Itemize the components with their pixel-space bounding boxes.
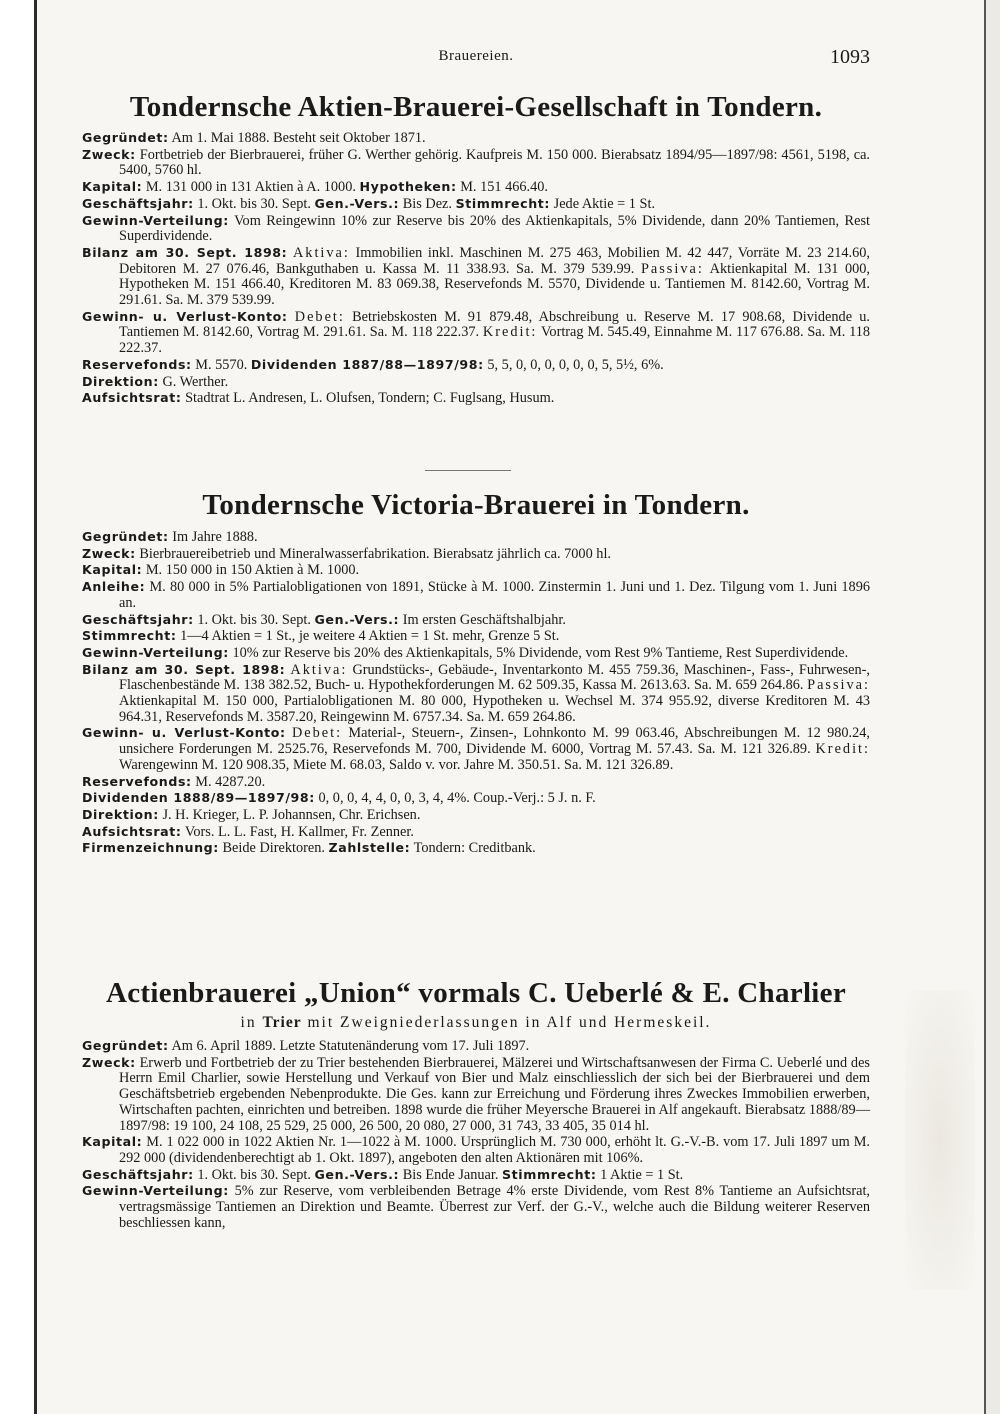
entry-kapital: Kapital: M. 1 022 000 in 1022 Aktien Nr. 1—1022 à M. 1000. Ursprünglich M. 730 000, erhöht lt. G.-V.-B. vom 17. Juli 1897 um M. 292 000 (dividendenberechtigt ab 1. Okt. 1897), angeboten den alten Aktionären mit 106%. [82,1134,871,1166]
entry-firmenzeichnung: Firmenzeichnung: Beide Direktoren. Zahlstelle: Tondern: Creditbank. [82,840,536,857]
entry-stimmrecht: Stimmrecht: 1—4 Aktien = 1 St., je weitere 4 Aktien = 1 St. mehr, Grenze 5 St. [82,628,560,645]
entry-anleihe: Anleihe: M. 80 000 in 5% Partialobligationen von 1891, Stücke à M. 1000. Zinstermin 1. Juni und 1. Dez. Tilgung vom 1. Juni 1896 an. [82,579,870,611]
entry-direktion: Direktion: G. Werther. [82,373,229,390]
company-title: Tondernsche Victoria-Brauerei in Tondern. [202,489,750,521]
entry-gegruendet: Gegründet: Am 6. April 1889. Letzte Statutenänderung vom 17. Juli 1897. [82,1038,530,1054]
entry-zweck: Zweck: Bierbrauereibetrieb und Mineralwasserfabrikation. Bierabsatz jährlich ca. 7000 hl. [82,545,611,562]
entry-gewinn-verteilung: Gewinn-Verteilung: 10% zur Reserve bis 20% des Aktienkapitals, 5% Dividende, vom Rest 9% Tantieme, Rest Superdividende. [82,644,849,661]
entry-kapital: Kapital: M. 131 000 in 131 Aktien à A. 1000. Hypotheken: M. 151 466.40. [82,179,548,196]
running-head: Brauereien. [438,48,514,64]
section-tondernsche-aktien-brauerei [82,90,870,407]
entry-gegruendet: Gegründet: Im Jahre 1888. [82,529,258,545]
entry-gewinn-verlust-konto: Gewinn- u. Verlust-Konto: Debet: Material-, Steuern-, Zinsen-, Lohnkonto M. 99 063.46, Abschreibungen M. 12 980.24, unsichere Forderungen M. 2525.76, Reservefonds M. 700, Dividende M. 6000, Vortrag M. 57.43. Sa. M. 121 326.89. Kredit: Warengewinn M. 120 908.35, Miete M. 68.03, Saldo v. vor. Jahre M. 350.51. Sa. M. 121 326.89. [82,725,871,773]
company-title: Actienbrauerei „Union“ vormals C. Ueberlé & E. Charlier [105,977,847,1009]
entry-zweck: Zweck: Fortbetrieb der Bierbrauerei, früher G. Werther gehörig. Kaufpreis M. 150 000. Bierabsatz 1894/95—1897/98: 4561, 5198, ca. 5400, 5760 hl. [82,146,870,179]
section-divider [425,470,511,471]
section-actienbrauerei-union [82,976,870,1231]
entry-geschaeftsjahr: Geschäftsjahr: 1. Okt. bis 30. Sept. Gen.-Vers.: Im ersten Geschäftshalbjahr. [82,611,566,628]
entry-geschaeftsjahr: Geschäftsjahr: 1. Okt. bis 30. Sept. Gen.-Vers.: Bis Ende Januar. Stimmrecht: 1 Aktie = 1 St. [82,1166,684,1183]
entry-dividenden: Dividenden 1888/89—1897/98: 0, 0, 0, 4, 4, 0, 0, 3, 4, 4%. Coup.-Verj.: 5 J. n. F. [82,790,596,807]
entry-zweck: Zweck: Erwerb und Fortbetrieb der zu Trier bestehenden Bierbrauerei, Mälzerei und Wirtschaftsanwesen der Firma C. Ueberlé und des Herrn Emil Charlier, sowie Herstellung und Verkauf von Bier und Malz einschliesslich der sich bei der Bierbrauerei und dem Geschäftsbetrieb ergebenden Nebenprodukte. Die Ges. kann zur Erreichung und Förderung ihres Zweckes Immobilien erwerben, Wirtschaften pachten, einrichten und betreiben. 1898 wurde die früher Meyersche Brauerei in Alf angekauft. Bierabsatz 1888/89—1897/98: 19 100, 24 108, 25 529, 25 000, 26 500, 20 080, 27 000, 31 743, 33 405, 35 014 hl. [82,1054,870,1134]
entry-aufsichtsrat: Aufsichtsrat: Stadtrat L. Andresen, L. Olufsen, Tondern; C. Fuglsang, Husum. [82,390,555,407]
entry-kapital: Kapital: M. 150 000 in 150 Aktien à M. 1000. [82,562,360,579]
entry-reservefonds: Reservefonds: M. 5570. Dividenden 1887/88—1897/98: 5, 5, 0, 0, 0, 0, 0, 0, 5, 5½, 6%. [82,356,664,373]
entry-gegruendet: Gegründet: Am 1. Mai 1888. Besteht seit Oktober 1871. [82,130,426,146]
paper-stain [905,990,975,1290]
entry-aufsichtsrat: Aufsichtsrat: Vors. L. L. Fast, H. Kallmer, Fr. Zenner. [82,823,414,840]
entry-direktion: Direktion: J. H. Krieger, L. P. Johannsen, Chr. Erichsen. [82,806,421,823]
page-header [82,48,870,70]
scan-right-edge [984,0,1000,1414]
entry-gewinn-verteilung: Gewinn-Verteilung: 5% zur Reserve, vom verbleibenden Betrage 4% erste Dividende, vom Rest 8% Tantieme an Aufsichtsrat, vertragsmässige Tantiemen an Direktion und Beamte. Überrest zur Verf. der G.-V., welche auch die Bildung weiterer Reserven beschliessen kann, [82,1183,870,1231]
scan-left-edge [0,0,37,1414]
entry-bilanz: Bilanz am 30. Sept. 1898: Aktiva: Grundstücks-, Gebäude-, Inventarkonto M. 455 759.36, Maschinen-, Fass-, Fuhrwesen-, Flaschenbestände M. 138 382.52, Buch- u. Hypothekforderungen M. 62 509.35, Kassa M. 2613.63. Sa. M. 659 264.86. Passiva: Aktienkapital M. 150 000, Partialobligationen M. 80 000, Hypotheken u. Wechsel M. 374 955.92, diverse Kreditoren M. 43 964.31, Reservefonds M. 3587.20, Reingewinn M. 6757.34. Sa. M. 659 264.86. [82,661,870,725]
company-subtitle: in Trier mit Zweigniederlassungen in Alf und Hermeskeil. [240,1014,712,1031]
company-title: Tondernsche Aktien-Brauerei-Gesellschaft in Tondern. [129,91,823,123]
entry-reservefonds: Reservefonds: M. 4287.20. [82,773,266,790]
entry-gewinn-verteilung: Gewinn-Verteilung: Vom Reingewinn 10% zur Reserve bis 20% des Aktienkapitals, 5% Dividende, dann 20% Tantiemen, Rest Superdividende. [82,212,870,245]
entry-bilanz: Bilanz am 30. Sept. 1898: Aktiva: Immobilien inkl. Maschinen M. 275 463, Mobilien M. 42 447, Vorräte M. 23 214.60, Debitoren M. 27 076.46, Bankguthaben u. Kassa M. 11 338.93. Sa. M. 379 539.99. Passiva: Aktienkapital M. 131 000, Hypotheken M. 151 466.40, Kreditoren M. 83 069.38, Reservefonds M. 5570, Dividende u. Tantiemen M. 8142.60, Vortrag M. 291.61. Sa. M. 379 539.99. [82,244,871,309]
section-tondernsche-victoria-brauerei [82,488,870,857]
entry-geschaeftsjahr: Geschäftsjahr: 1. Okt. bis 30. Sept. Gen.-Vers.: Bis Dez. Stimmrecht: Jede Aktie = 1 St. [82,195,656,212]
page-number: 1093 [830,46,870,68]
entry-gewinn-verlust-konto: Gewinn- u. Verlust-Konto: Debet: Betriebskosten M. 91 879.48, Abschreibung u. Reserve M. 17 908.68, Dividende u. Tantiemen M. 8142.60, Vortrag M. 291.61. Sa. M. 118 222.37. Kredit: Vortrag M. 545.49, Einnahme M. 117 676.88. Sa. M. 118 222.37. [82,308,870,357]
